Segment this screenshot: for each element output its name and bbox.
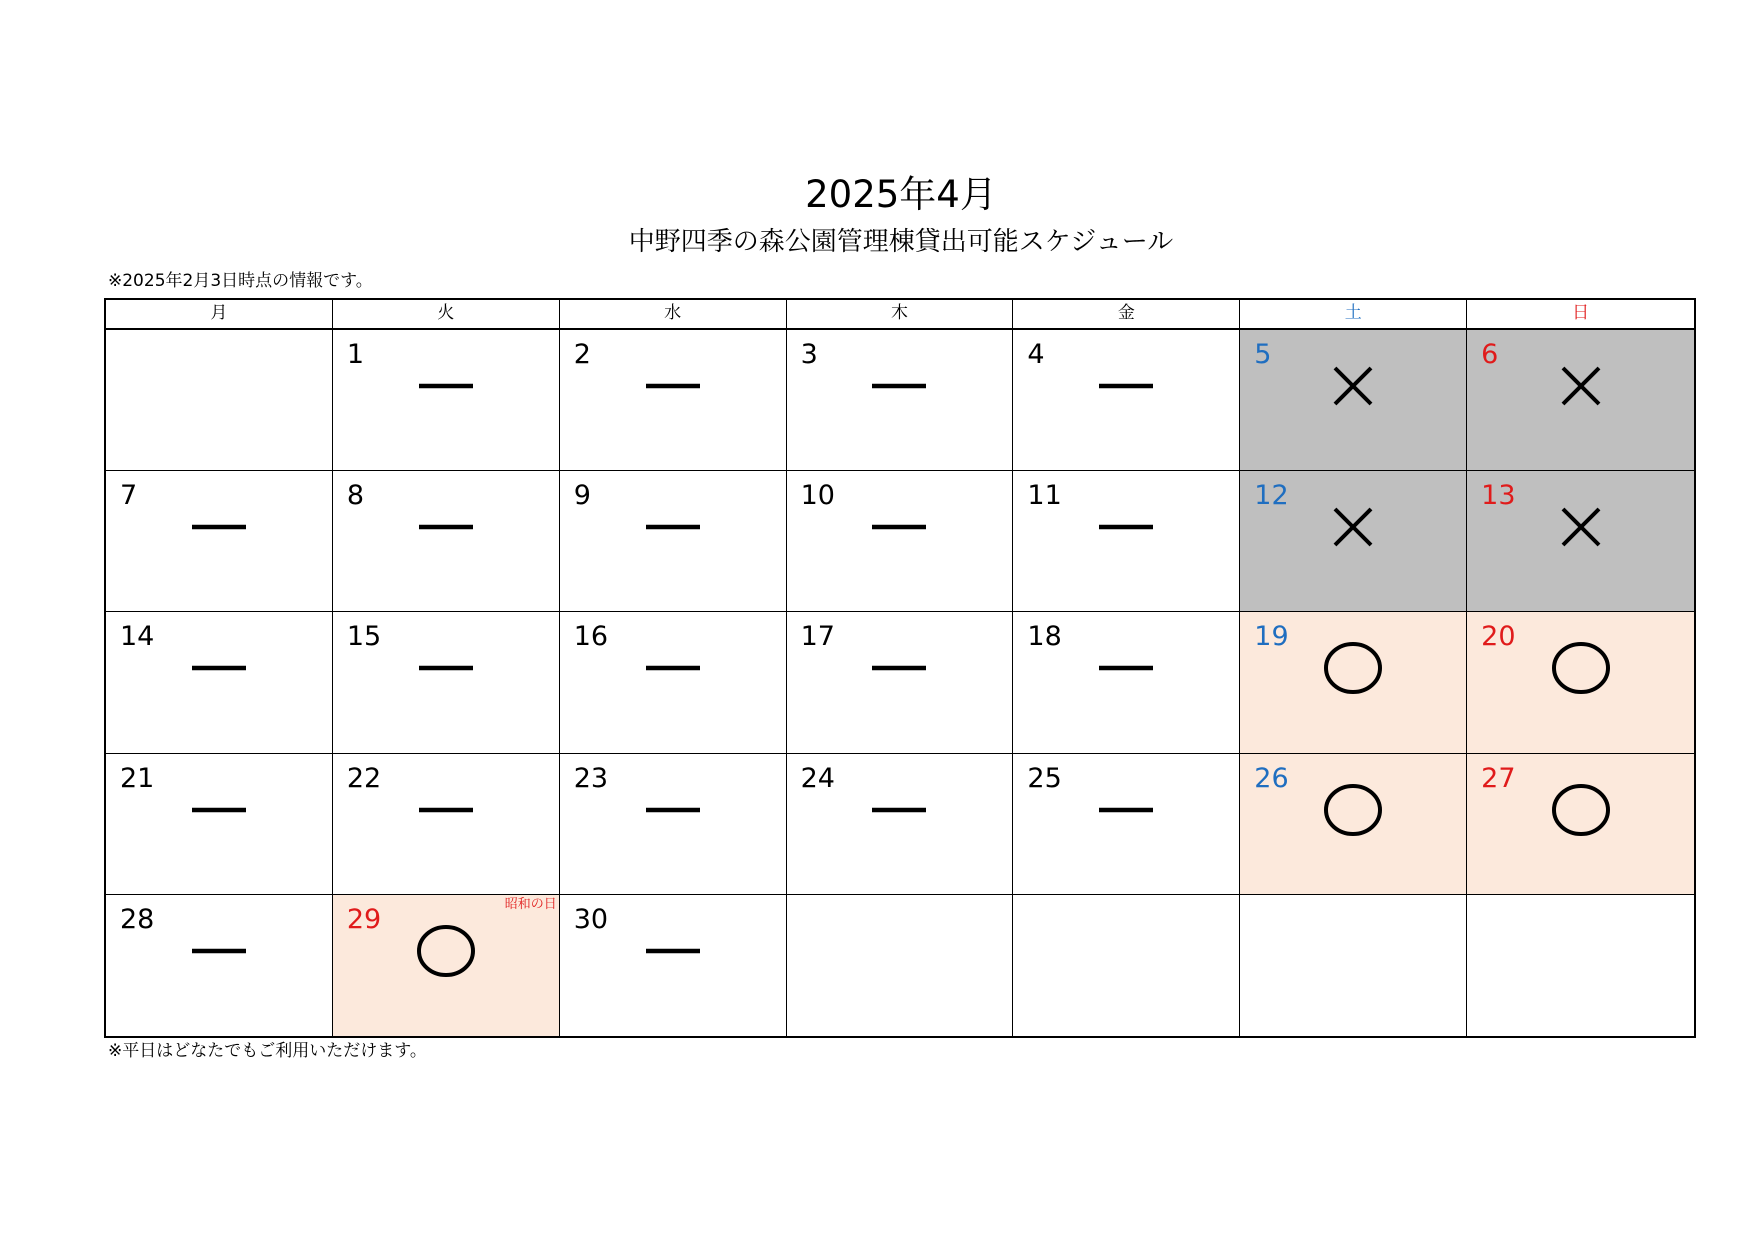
info-date-note: ※2025年2月3日時点の情報です。 xyxy=(108,271,373,291)
unavailable-dash-icon xyxy=(417,381,475,391)
unavailable-dash-icon xyxy=(190,805,248,815)
weekday-header-sun: 日 xyxy=(1467,300,1694,330)
day-number: 23 xyxy=(573,762,609,794)
day-cell-2 xyxy=(560,330,787,471)
unavailable-dash-icon xyxy=(190,522,248,532)
day-number: 18 xyxy=(1027,621,1062,653)
day-number: 5 xyxy=(1254,339,1272,370)
day-cell-9 xyxy=(560,471,787,612)
unavailable-dash-icon xyxy=(417,805,475,815)
day-number: 8 xyxy=(346,480,365,512)
unavailable-dash-icon xyxy=(644,381,702,391)
day-number: 29 xyxy=(346,903,382,935)
day-cell-21 xyxy=(106,754,333,895)
day-cell-17 xyxy=(787,612,1014,753)
day-cell-5 xyxy=(1240,330,1467,471)
empty-day-cell xyxy=(1013,895,1240,1036)
day-cell-23 xyxy=(560,754,787,895)
unavailable-dash-icon xyxy=(644,946,702,956)
weekday-header-tue: 火 xyxy=(333,300,560,330)
day-number: 27 xyxy=(1481,762,1516,794)
day-number: 16 xyxy=(573,621,609,653)
reserved-cross-icon xyxy=(1560,365,1602,407)
day-number: 6 xyxy=(1481,339,1499,370)
day-number: 7 xyxy=(120,480,138,512)
day-number: 1 xyxy=(346,339,365,370)
day-cell-14 xyxy=(106,612,333,753)
day-number: 21 xyxy=(120,762,155,794)
day-number: 17 xyxy=(800,621,835,653)
holiday-label: 昭和の日 xyxy=(504,896,557,912)
unavailable-dash-icon xyxy=(190,946,248,956)
unavailable-dash-icon xyxy=(644,663,702,673)
day-number: 12 xyxy=(1254,480,1289,512)
day-cell-15 xyxy=(333,612,560,753)
day-cell-22 xyxy=(333,754,560,895)
page-subtitle: 中野四季の森公園管理棟貸出可能スケジュール xyxy=(628,227,1174,257)
day-cell-11 xyxy=(1013,471,1240,612)
unavailable-dash-icon xyxy=(1097,522,1155,532)
day-cell-1 xyxy=(333,330,560,471)
day-number: 2 xyxy=(573,339,591,370)
unavailable-dash-icon xyxy=(1097,381,1155,391)
day-cell-25 xyxy=(1013,754,1240,895)
day-cell-12 xyxy=(1240,471,1467,612)
day-cell-4 xyxy=(1013,330,1240,471)
weekday-usage-note: ※平日はどなたでもご利用いただけます。 xyxy=(108,1041,427,1061)
weekday-header-thu: 木 xyxy=(787,300,1014,330)
unavailable-dash-icon xyxy=(870,522,928,532)
unavailable-dash-icon xyxy=(870,805,928,815)
unavailable-dash-icon xyxy=(1097,805,1155,815)
weekday-header-fri: 金 xyxy=(1013,300,1240,330)
day-cell-20 xyxy=(1467,612,1694,753)
unavailable-dash-icon xyxy=(1097,663,1155,673)
reserved-cross-icon xyxy=(1332,506,1374,548)
day-number: 13 xyxy=(1481,480,1516,512)
day-cell-8 xyxy=(333,471,560,612)
weekday-header-wed: 水 xyxy=(560,300,787,330)
day-number: 15 xyxy=(346,621,382,653)
day-cell-24 xyxy=(787,754,1014,895)
unavailable-dash-icon xyxy=(870,381,928,391)
reserved-cross-icon xyxy=(1560,506,1602,548)
calendar-grid xyxy=(104,298,1696,1038)
day-cell-29 xyxy=(333,895,560,1036)
day-cell-7 xyxy=(106,471,333,612)
day-number: 22 xyxy=(346,762,382,794)
day-cell-13 xyxy=(1467,471,1694,612)
day-number: 9 xyxy=(573,480,591,512)
available-circle-icon xyxy=(1322,782,1384,838)
unavailable-dash-icon xyxy=(190,663,248,673)
day-number: 19 xyxy=(1254,621,1289,653)
unavailable-dash-icon xyxy=(644,805,702,815)
reserved-cross-icon xyxy=(1332,365,1374,407)
day-number: 24 xyxy=(800,762,835,794)
available-circle-icon xyxy=(1550,640,1612,696)
day-number: 25 xyxy=(1027,762,1062,794)
day-number: 3 xyxy=(800,339,818,370)
day-cell-16 xyxy=(560,612,787,753)
available-circle-icon xyxy=(1550,782,1612,838)
day-number: 20 xyxy=(1481,621,1516,653)
day-cell-6 xyxy=(1467,330,1694,471)
available-circle-icon xyxy=(415,923,477,979)
available-circle-icon xyxy=(1322,640,1384,696)
day-number: 14 xyxy=(120,621,155,653)
day-number: 11 xyxy=(1027,480,1062,512)
day-number: 4 xyxy=(1027,339,1045,370)
empty-day-cell xyxy=(1467,895,1694,1036)
weekday-header-mon: 月 xyxy=(106,300,333,330)
empty-day-cell xyxy=(106,330,333,471)
empty-day-cell xyxy=(1240,895,1467,1036)
day-number: 26 xyxy=(1254,762,1289,794)
unavailable-dash-icon xyxy=(644,522,702,532)
day-cell-3 xyxy=(787,330,1014,471)
day-number: 30 xyxy=(573,903,609,935)
day-cell-18 xyxy=(1013,612,1240,753)
day-cell-30 xyxy=(560,895,787,1036)
day-number: 10 xyxy=(800,480,835,512)
day-cell-28 xyxy=(106,895,333,1036)
unavailable-dash-icon xyxy=(417,663,475,673)
day-cell-19 xyxy=(1240,612,1467,753)
day-cell-26 xyxy=(1240,754,1467,895)
unavailable-dash-icon xyxy=(870,663,928,673)
page-title: 2025年4月 xyxy=(805,173,997,216)
day-cell-10 xyxy=(787,471,1014,612)
day-cell-27 xyxy=(1467,754,1694,895)
unavailable-dash-icon xyxy=(417,522,475,532)
weekday-header-sat: 土 xyxy=(1240,300,1467,330)
day-number: 28 xyxy=(120,903,155,935)
empty-day-cell xyxy=(787,895,1014,1036)
